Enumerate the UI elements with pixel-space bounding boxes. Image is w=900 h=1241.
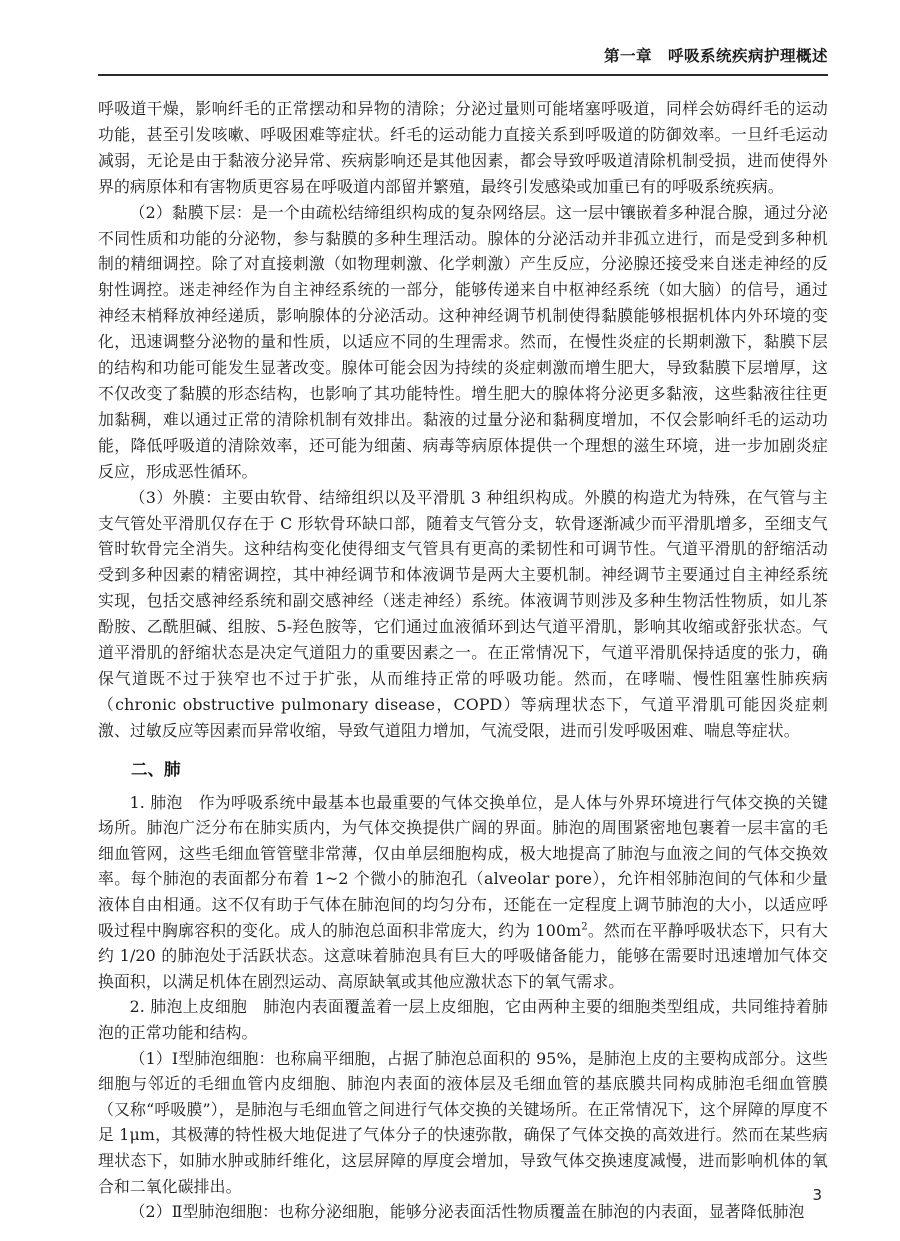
body-text <box>98 96 828 1225</box>
paragraph-type-2-cells: （2）Ⅱ型肺泡细胞：也称分泌细胞，能够分泌表面活性物质覆盖在肺泡的内表面，显著降低肺泡 <box>129 1202 805 1222</box>
alveoli-text-part-2: 。然而在平静呼吸状态下，只有大约 1/20 的肺泡处于活跃状态。这意味着肺泡具有巨大的呼吸储备能力，能够在需要时迅速增加气体交换面积，以满足机体在剧烈运动、高原缺氧或其他应激状态下的氧气需求。 <box>98 920 828 991</box>
page-number: 3 <box>812 1186 822 1204</box>
section-heading-lung: 二、肺 <box>131 759 181 779</box>
paragraph-type-1-cells: （1）Ⅰ型肺泡细胞：也称扁平细胞，占据了肺泡总面积的 95%，是肺泡上皮的主要构成部分。这些细胞与邻近的毛细血管内皮细胞、肺泡内表面的液体层及毛细血管的基底膜共同构成肺泡毛细血管膜（又称“呼吸膜”），是肺泡与毛细血管之间进行气体交换的关键场所。在正常情况下，这个屏障的厚度不足 1μm，其极薄的特性极大地促进了气体分子的快速弥散，确保了气体交换的高效进行。然而在某些病理状态下，如肺水肿或肺纤维化，这层屏障的厚度会增加，导致气体交换速度减慢，进而影响机体的氧合和二氧化碳排出。 <box>98 1048 828 1196</box>
chapter-running-header: 第一章 呼吸系统疾病护理概述 <box>603 47 828 65</box>
paragraph-alveolar-epithelium: 2. 肺泡上皮细胞 肺泡内表面覆盖着一层上皮细胞，它由两种主要的细胞类型组成，共同维持着肺泡的正常功能和结构。 <box>98 997 828 1042</box>
paragraph-adventitia: （3）外膜：主要由软骨、结缔组织以及平滑肌 3 种组织构成。外膜的构造尤为特殊，在气管与主支气管处平滑肌仅存在于 C 形软骨环缺口部，随着支气管分支，软骨逐渐减少而平滑肌增多，至细支气管时软骨完全消失。这种结构变化使得细支气管具有更高的柔韧性和可调节性。气道平滑肌的舒缩活动受到多种因素的精密调控，其中神经调节和体液调节是两大主要机制。神经调节主要通过自主神经系统实现，包括交感神经系统和副交感神经（迷走神经）系统。体液调节则涉及多种生物活性物质，如儿茶酚胺、乙酰胆碱、组胺、5-羟色胺等，它们通过血液循环到达气道平滑肌，影响其收缩或舒张状态。气道平滑肌的舒缩状态是决定气道阻力的重要因素之一。在正常情况下，气道平滑肌保持适度的张力，确保气道既不过于狭窄也不过于扩张，从而维持正常的呼吸功能。然而，在哮喘、慢性阻塞性肺疾病（chronic obstructive pulmonary disease，COPD）等病理状态下，气道平滑肌可能因炎症刺激、过敏反应等因素而异常收缩，导致气道阻力增加，气流受限，进而引发呼吸困难、喘息等症状。 <box>98 487 828 740</box>
superscript-squared: 2 <box>581 921 588 933</box>
paragraph-submucosa: （2）黏膜下层：是一个由疏松结缔组织构成的复杂网络层。这一层中镶嵌着多种混合腺，通过分泌不同性质和功能的分泌物，参与黏膜的多种生理活动。腺体的分泌活动并非孤立进行，而是受到多种机制的精细调控。除了对直接刺激（如物理刺激、化学刺激）产生反应，分泌腺还接受来自迷走神经的反射性调控。迷走神经作为自主神经系统的一部分，能够传递来自中枢神经系统（如大脑）的信号，通过神经末梢释放神经递质，影响腺体的分泌活动。这种神经调节机制使得黏膜能够根据机体内外环境的变化，迅速调整分泌物的量和性质，以适应不同的生理需求。然而，在慢性炎症的长期刺激下，黏膜下层的结构和功能可能发生显著改变。腺体可能会因为持续的炎症刺激而增生肥大，导致黏膜下层增厚，这不仅改变了黏膜的形态结构，也影响了其功能特性。增生肥大的腺体将分泌更多黏液，这些黏液往往更加黏稠，难以通过正常的清除机制有效排出。黏液的过量分泌和黏稠度增加，不仅会影响纤毛的运动功能，降低呼吸道的清除效率，还可能为细菌、病毒等病原体提供一个理想的滋生环境，进一步加剧炎症反应，形成恶性循环。 <box>98 202 828 481</box>
paragraph-cilia-continued: 呼吸道干燥，影响纤毛的正常摆动和异物的清除；分泌过量则可能堵塞呼吸道，同样会妨碍纤毛的运动功能，甚至引发咳嗽、呼吸困难等症状。纤毛的运动能力直接关系到呼吸道的防御效率。一旦纤毛运动减弱，无论是由于黏液分泌异常、疾病影响还是其他因素，都会导致呼吸道清除机制受损，进而使得外界的病原体和有害物质更容易在呼吸道内部留并繁殖，最终引发感染或加重已有的呼吸系统疾病。 <box>98 99 828 196</box>
paragraph-alveoli <box>98 790 828 995</box>
header-rule <box>98 74 828 76</box>
alveoli-text-part-1: 1. 肺泡 作为呼吸系统中最基本也最重要的气体交换单位，是人体与外界环境进行气体交换的关键场所。肺泡广泛分布在肺实质内，为气体交换提供广阔的界面。肺泡的周围紧密地包裹着一层丰富的毛细血管网，这些毛细血管管壁非常薄，仅由单层细胞构成，极大地提高了肺泡与血液之间的气体交换效率。每个肺泡的表面都分布着 1~2 个微小的肺泡孔（alveolar pore），允许相邻肺泡间的气体和少量液体自由相通。这不仅有助于气体在肺泡间的均匀分布，还能在一定程度上调节肺泡的大小，以适应呼吸过程中胸廓容积的变化。成人的肺泡总面积非常庞大，约为 100m <box>98 792 828 940</box>
